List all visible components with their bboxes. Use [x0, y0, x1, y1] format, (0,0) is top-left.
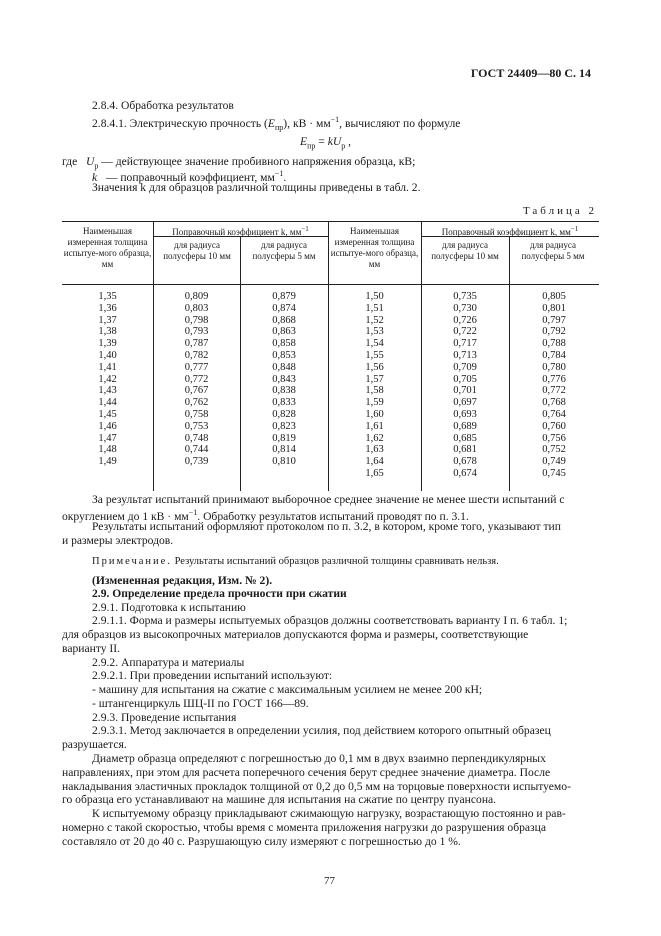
- where-line-2: k — поправочный коэффициент, $мм^{-1}$.: [92, 169, 287, 184]
- edit-note: (Измененная редакция, Изм. № 2).: [92, 574, 273, 587]
- table-cell: 0,705: [453, 373, 477, 385]
- table-cell: 0,782: [184, 349, 209, 361]
- table-cell: 0,674: [453, 467, 477, 479]
- table-cell: 0,801: [542, 302, 566, 314]
- header-thickness-left: Наименьшая измеренная толщина испытуе-мого образца, мм: [63, 226, 152, 269]
- table-cell: 0,709: [453, 361, 477, 373]
- table-cell: 0,752: [542, 444, 566, 456]
- header-r10-right: для радиуса полусферы 10 мм: [431, 240, 499, 261]
- list-item-1: - машину для испытания на сжатие с максимальным усилием не менее 200 кН;: [92, 683, 483, 696]
- section-2-9-1-1c: варианту II.: [62, 642, 121, 655]
- table-cell: 0,758: [184, 408, 209, 420]
- table-cell: 0,678: [453, 456, 477, 468]
- formula: $E_{пр} = kU_p$ ,: [300, 135, 352, 151]
- table-cell: 1,37: [98, 314, 117, 326]
- table-cell: 0,853: [272, 349, 296, 361]
- table-cell: 0,762: [184, 397, 209, 409]
- table-cell: 0,792: [542, 326, 566, 338]
- table-cell: 1,47: [98, 432, 117, 444]
- note: Примечание. Результаты испытаний образцов различной толщины сравнивать нельзя.: [92, 556, 499, 567]
- section-2-8-4-1: 2.8.4.1. Электрическую прочность $(E_{пр})$, кВ · $мм^{-1}$, вычисляют по формуле: [92, 115, 461, 133]
- table-cell: 0,828: [272, 408, 296, 420]
- table-cell: 0,784: [542, 349, 566, 361]
- header-r5-right: для радиуса полусферы 5 мм: [521, 240, 585, 261]
- header-r5-left: для радиуса полусферы 5 мм: [252, 240, 316, 261]
- table-cell: 1,35: [98, 291, 117, 302]
- table-cell: 1,58: [365, 385, 384, 397]
- section-2-9-1: 2.9.1. Подготовка к испытанию: [92, 601, 246, 614]
- column-thickness-right: [328, 291, 421, 480]
- table-header-bottom: [62, 284, 599, 285]
- table-cell: 0,777: [184, 361, 209, 373]
- table-cell: 0,768: [542, 397, 566, 409]
- table-cell: 0,685: [453, 432, 477, 444]
- table-cell: 0,823: [272, 420, 296, 432]
- table-cell: 1,59: [365, 397, 384, 409]
- table-cell: 0,764: [542, 408, 566, 420]
- table-cell: 0,713: [453, 349, 477, 361]
- table-cell: 0,810: [272, 456, 296, 468]
- table-cell: 0,693: [453, 408, 477, 420]
- table-cell: 1,44: [98, 397, 117, 409]
- header-coef-left: Поправочный коэффициент k, $мм^{-1}$: [172, 225, 309, 237]
- diameter-para-c: накладывания эластичных прокладок толщиной от 0,2 до 0,5 мм на торцовые поверхности испытуемо-: [62, 780, 571, 793]
- table-cell: 0,760: [542, 420, 566, 432]
- page-number: 77: [324, 875, 335, 887]
- table-cell: 1,49: [98, 456, 117, 468]
- load-para-b: номерно с такой скоростью, чтобы время с момента приложения нагрузки до разрушения образца: [62, 821, 546, 834]
- table-cell: 0,805: [542, 291, 566, 302]
- table-cell: 0,863: [272, 326, 296, 338]
- table-caption: Таблица 2: [522, 205, 597, 217]
- table-cell: 0,772: [542, 385, 566, 397]
- column-r10-right: [421, 291, 509, 480]
- table-cell: 1,42: [98, 373, 117, 385]
- header-coef-right: Поправочный коэффициент k, $мм^{-1}$: [441, 225, 579, 237]
- table-cell: 1,60: [365, 408, 384, 420]
- table-cell: 0,722: [453, 326, 477, 338]
- table-cell: 1,36: [98, 302, 117, 314]
- section-2-9-3-1b: разрушается.: [62, 738, 127, 751]
- list-item-2: - штангенциркуль ШЦ-II по ГОСТ 166—89.: [92, 697, 309, 710]
- table-top-border: [62, 221, 599, 222]
- table-cell: 1,38: [98, 326, 117, 338]
- table-cell: 0,797: [542, 314, 566, 326]
- page-header: ГОСТ 24409—80 С. 14: [470, 66, 591, 80]
- result-para-2a: Результаты испытаний оформляют протоколом по п. 3.2, в котором, кроме того, указывают тип: [92, 520, 561, 533]
- table-cell: 1,64: [365, 456, 384, 468]
- table-cell: 0,788: [542, 338, 566, 350]
- result-para-1a: За результат испытаний принимают выборочное среднее значение не менее шести испытаний с: [92, 493, 565, 506]
- table-cell: 0,744: [184, 444, 209, 456]
- table-cell: 0,776: [542, 373, 566, 385]
- table-cell: 0,874: [272, 302, 296, 314]
- table-cell: 0,772: [184, 373, 209, 385]
- column-thickness-left: [62, 291, 153, 468]
- table-cell: 0,749: [542, 456, 566, 468]
- table-cell: 1,65: [365, 467, 384, 479]
- table-cell: 1,54: [365, 338, 384, 350]
- table-cell: 1,53: [365, 326, 384, 338]
- table-cell: 1,46: [98, 420, 117, 432]
- table-cell: 0,753: [184, 420, 209, 432]
- table-cell: 0,681: [453, 444, 477, 456]
- table-cell: 0,793: [184, 326, 209, 338]
- table-cell: 0,701: [453, 385, 477, 397]
- section-2-9-2-1: 2.9.2.1. При проведении испытаний используют:: [92, 669, 333, 682]
- table-cell: 1,63: [365, 444, 384, 456]
- table-cell: 1,43: [98, 385, 117, 397]
- table-cell: 0,843: [272, 373, 296, 385]
- header-r10-left: для радиуса полусферы 10 мм: [163, 240, 231, 261]
- result-para-2b: и размеры электродов.: [62, 534, 174, 547]
- table-cell: 1,51: [365, 302, 384, 314]
- diameter-para-d: го образца его устанавливают на машине для испытания на сжатие по центру пуансона.: [62, 793, 497, 806]
- values-note: Значения k для образцов различной толщины приведены в табл. 2.: [92, 181, 421, 194]
- column-r5-left: [240, 291, 328, 468]
- section-2-9-2: 2.9.2. Аппаратура и материалы: [92, 656, 245, 669]
- table-cell: 0,848: [272, 361, 296, 373]
- table-cell: 1,62: [365, 432, 384, 444]
- table-cell: 1,48: [98, 444, 117, 456]
- table-cell: 0,739: [184, 456, 209, 468]
- table-cell: 0,717: [453, 338, 477, 350]
- table-cell: 0,748: [184, 432, 209, 444]
- section-2-9-1-1a: 2.9.1.1. Форма и размеры испытуемых образцов должны соответствовать варианту I п. 6 табл. 1;: [92, 614, 568, 627]
- header-thickness-right: Наименьшая измеренная толщина испытуе-мого образца, мм: [330, 226, 419, 269]
- section-2-8-4: 2.8.4. Обработка результатов: [92, 99, 234, 112]
- table-cell: 1,57: [365, 373, 384, 385]
- table-cell: 0,756: [542, 432, 566, 444]
- table-cell: 1,41: [98, 361, 117, 373]
- table-cell: 1,56: [365, 361, 384, 373]
- result-para-1b: округлением до 1 кВ · $мм^{-1}$. Обработку результатов испытаний проводят по п. 3.1.: [62, 508, 469, 523]
- section-2-9-3-1a: 2.9.3.1. Метод заключается в определении усилия, под действием которого опытный образец: [92, 724, 551, 737]
- table-cell: 1,39: [98, 338, 117, 350]
- table-cell: 0,838: [272, 385, 296, 397]
- diameter-para-a: Диаметр образца определяют с погрешностью до 0,1 мм в двух взаимно перпендикулярных: [92, 752, 546, 765]
- load-para-a: К испытуемому образцу прикладывают сжимающую нагрузку, возрастающую постоянно и рав-: [92, 807, 566, 820]
- table-cell: 0,787: [184, 338, 209, 350]
- table-cell: 0,819: [272, 432, 296, 444]
- table-cell: 1,45: [98, 408, 117, 420]
- table-cell: 0,803: [184, 302, 209, 314]
- section-2-9-3: 2.9.3. Проведение испытания: [92, 711, 237, 724]
- table-cell: 1,52: [365, 314, 384, 326]
- table-cell: 0,868: [272, 314, 296, 326]
- load-para-c: составляло от 20 до 40 с. Разрушающую силу измеряют с погрешностью до 1 %.: [62, 835, 461, 848]
- table-cell: 1,61: [365, 420, 384, 432]
- table-cell: 1,40: [98, 349, 117, 361]
- table-cell: 1,55: [365, 349, 384, 361]
- table-cell: 0,780: [542, 361, 566, 373]
- section-2-9-1-1b: для образцов из высокопрочных материалов допускаются форма и размеры, соответствующие: [62, 628, 529, 641]
- table-cell: 0,809: [184, 291, 209, 302]
- table-cell: 0,798: [184, 314, 209, 326]
- table-cell: 0,858: [272, 338, 296, 350]
- table-cell: 0,730: [453, 302, 477, 314]
- section-2-9: 2.9. Определение предела прочности при сжатии: [92, 587, 347, 600]
- table-cell: 0,735: [453, 291, 477, 302]
- table-cell: 0,689: [453, 420, 477, 432]
- table-cell: 0,814: [272, 444, 296, 456]
- column-r5-right: [509, 291, 599, 480]
- table-cell: 0,833: [272, 397, 296, 409]
- table-cell: 1,50: [365, 291, 384, 302]
- column-r10-left: [153, 291, 240, 468]
- table-cell: 0,879: [272, 291, 296, 302]
- table-cell: 0,767: [184, 385, 209, 397]
- table-cell: 0,697: [453, 397, 477, 409]
- table-cell: 0,745: [542, 467, 566, 479]
- diameter-para-b: направлениях, при этом для расчета поперечного сечения берут среднее значение диаметра. После: [62, 766, 551, 779]
- table-cell: 0,726: [453, 314, 477, 326]
- where-line-1: где $U_p$ — действующее значение пробивного напряжения образца, кВ;: [62, 155, 416, 171]
